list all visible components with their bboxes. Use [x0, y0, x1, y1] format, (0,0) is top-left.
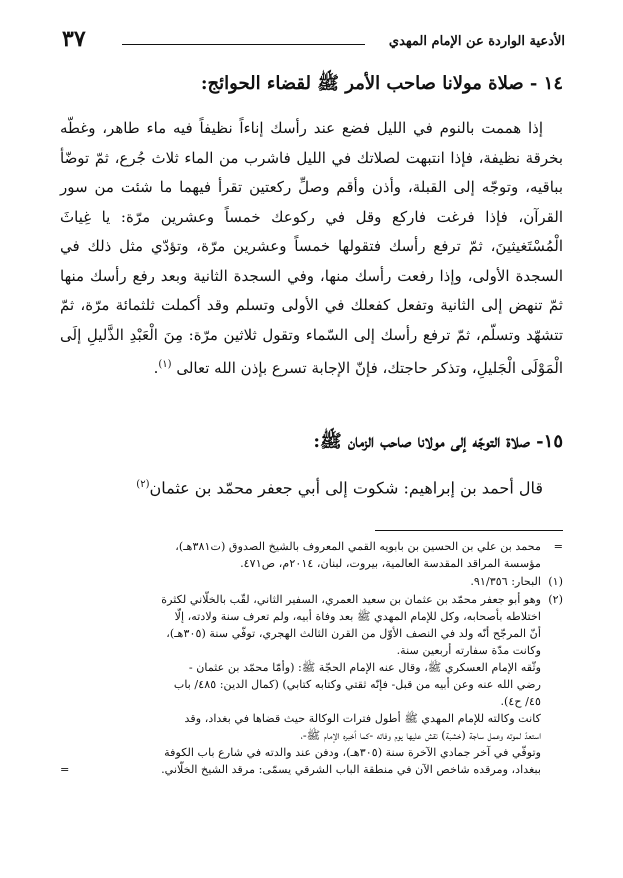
- footnote-line: وهو أبو جعفر محمّد بن عثمان بن سعيد العمري، السفير الثاني، لقّب بالخلّاني لكثرة: [161, 593, 541, 606]
- footnote-reference-1[interactable]: (١): [158, 359, 172, 370]
- footnote-line: ببغداد، ومرقده شاخص الآن في منطقة الباب الشرقي يسمّى: مرقد الشيخ الخلّاني.: [161, 763, 541, 776]
- section-heading-14: ١٤ - صلاة مولانا صاحب الأمر ﷺ لقضاء الحوائج:: [200, 73, 563, 94]
- paragraph-text: إذا هممت بالنوم في الليل فضع عند رأسك إناءاً نظيفاً فيه ماء طاهر، وغطّه بخرقة نظيفة، فإذا انتبهت لصلاتك في الليل فاشرب من الماء ثلاث جُرع، ثمّ توضّأ بباقيه، وتوجّه إلى القبلة، وأذن وأقم وصلِّ ركعتين تقرأ فيهما ما شئت من سور القرآن، فإذا فرغت فاركع وقل في ركوعك خمساً وعشرين مرّة: يا غِياثَ الْمُسْتَغيثينَ، ثمّ ترفع رأسك فتقولها خمساً وعشرين مرّة، وتؤدّي مثل ذلك في السجدة الأولى، وإذا رفعت رأسك منها، وفي السجدة الثانية وبعد رفع رأسك منها ثمّ تنهض إلى الثانية وتفعل كفعلك في الأولى وتسلم وقد أكملت ثلثمائة مرّة، ثمّ تتشهّد وتسلّم، ثمّ ترفع رأسك إلى السّماء وتقول ثلاثين مرّة: مِنَ الْعَبْدِ الذَّليلِ إلَى الْمَوْلَى الْجَليلِ، وتذكر حاجتك، فإنّ الإجابة تسرع بإذن الله تعالى: [60, 119, 563, 377]
- footnote-mark: (١): [548, 575, 563, 588]
- footnote-line: وثّقه الإمام العسكري ﷺ، وقال عنه الإمام الحجّة ﷺ: (وأمّا محمّد بن عثمان -: [188, 661, 541, 674]
- paragraph-text: قال أحمد بن إبراهيم: شكوت إلى أبي جعفر محمّد بن عثمان: [149, 478, 543, 498]
- footnote-continues-mark: =: [60, 763, 70, 776]
- header-rule: [122, 44, 365, 45]
- footnote-line: البحار: ٩١/٣٥٦.: [470, 575, 541, 588]
- footnote-separator: [375, 530, 563, 531]
- footnotes: [60, 538, 563, 779]
- footnote-2: [60, 591, 563, 778]
- footnote-line: اختلاطه بأصحابه، وكل للإمام المهدي ﷺ بعد وفاة أبيه، ولم تعرف سنة ولادته، إلّا: [174, 610, 541, 623]
- footnote-line: ٤٥/ ح٤).: [500, 695, 541, 708]
- footnote-1: [60, 573, 563, 590]
- footnote-line: وكانت مدّة سفارته أربعين سنة.: [396, 644, 541, 657]
- running-header: [62, 26, 565, 56]
- footnote-line: أنّ المرجّح أنّه ولد في النصف الأوّل من القرن الثالث الهجري، توفّي سنة (٣٠٥هـ)،: [166, 627, 541, 640]
- footnote-mark: (٢): [548, 593, 563, 606]
- footnote-line: كانت وكالته للإمام المهدي ﷺ أطول فترات الوكالة حيث قضاها في بغداد، وقد: [184, 712, 541, 725]
- section-15-paragraph: [60, 470, 563, 503]
- footnote-line: وتوفّي في آخر جمادي الآخرة سنة (٣٠٥هـ)، ودفن عند والدته في شارع باب الكوفة: [164, 746, 541, 759]
- page-number: ٣٧: [62, 26, 86, 52]
- footnote-continuation: [60, 538, 563, 572]
- footnote-mark: =: [553, 540, 563, 553]
- footnote-reference-2[interactable]: (٢): [136, 479, 150, 490]
- section-heading-15: ١٥- صلاة التوجّه إلى مولانا صاحب الزمان ﷺ:: [313, 431, 563, 452]
- footnote-line: محمد بن علي بن الحسين بن بابويه القمي المعروف بالشيخ الصدوق (ت٣٨١هـ)،: [175, 540, 541, 553]
- footnote-line: رضي الله عنه وعن أبيه من قبل- فإنّه ثقتي وكتابه كتابي) (كمال الدين: ٤٨٥/ باب: [173, 678, 541, 691]
- section-14-paragraph: إذا هممت بالنوم في الليل فضع عند رأسك إناءاً نظيفاً فيه ماء طاهر، وغطّه بخرقة نظيفة، فإذا انتبهت لصلاتك في الليل فاشرب من الماء ثلاث جُرع، ثمّ توضّأ بباقيه، وتوجّه إلى القبلة، وأذن وأقم وصلِّ ركعتين تقرأ فيهما ما شئت من سور القرآن، فإذا فرغت فاركع وقل في ركوعك خمساً وعشرين مرّة: يا غِياثَ الْمُسْتَغيثينَ، ثمّ ترفع رأسك فتقولها خمساً وعشرين مرّة، وتؤدّي مثل ذلك في السجدة الأولى، وإذا رفعت رأسك منها، وفي السجدة الثانية وبعد رفع رأسك منها ثمّ تنهض إلى الثانية وتفعل كفعلك في الأولى وتسلم وقد أكملت ثلثمائة مرّة، ثمّ تتشهّد وتسلّم، ثمّ ترفع رأسك إلى السّماء وتقول ثلاثين مرّة: مِنَ الْعَبْدِ الذَّليلِ إلَى الْمَوْلَى الْجَليلِ، وتذكر حاجتك، فإنّ الإجابة تسرع بإذن الله تعالى $^{(١)}$.: [60, 119, 563, 377]
- running-title: الأدعية الواردة عن الإمام المهدي: [388, 34, 565, 49]
- footnote-line: استعدّ لموته وعمل ساجة (خشبة) نقش عليها يوم وفاته -كما أخبره الإمام ﷺ-،: [300, 729, 541, 742]
- footnote-line: مؤسسة المراقد المقدسة العالمية، بيروت، لبنان، ٢٠١٤م، ص٤٧١.: [240, 557, 541, 570]
